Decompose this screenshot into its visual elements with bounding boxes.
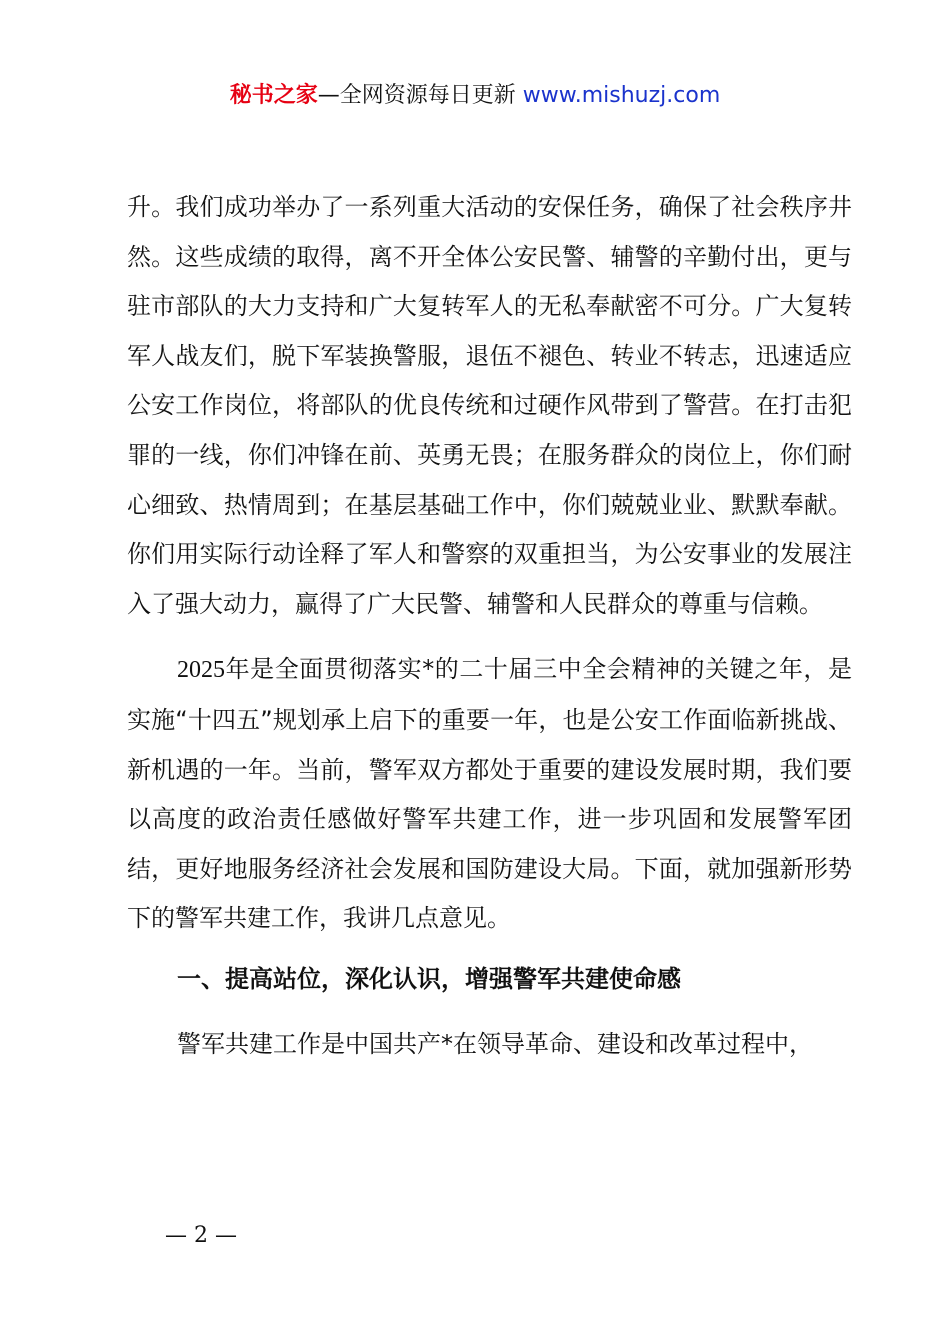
paragraph-2-year: 2025: [177, 657, 225, 684]
site-url-link[interactable]: www.mishuzj.com: [522, 83, 721, 108]
page-number: — 2 —: [165, 1223, 237, 1248]
site-banner: [0, 80, 950, 112]
section-heading: 一、提高站位，深化认识，增强警军共建使命感: [177, 964, 681, 993]
document-body: [127, 183, 852, 1069]
site-brand-name: 秘书之家: [229, 83, 318, 108]
body-paragraph-2: [127, 645, 852, 944]
paragraph-2-text: 年是全面贯彻落实*的二十届三中全会精神的关键之年，是实施“十四五”规划承上启下的重要一年，也是公安工作面临新挑战、新机遇的一年。当前，警军双方都处于重要的建设发展时期，我们要以高度的政治责任感做好警军共建工作，进一步巩固和发展警军团结，更好地服务经济社会发展和国防建设大局。下面，就加强新形势下的警军共建工作，我讲几点意见。: [127, 655, 852, 933]
body-paragraph-1: 升。我们成功举办了一系列重大活动的安保任务，确保了社会秩序井然。这些成绩的取得，离不开全体公安民警、辅警的辛勤付出，更与驻市部队的大力支持和广大复转军人的无私奉献密不可分。广大复转军人战友们，脱下军装换警服，退伍不褪色、转业不转志，迅速适应公安工作岗位，将部队的优良传统和过硬作风带到了警营。在打击犯罪的一线，你们冲锋在前、英勇无畏；在服务群众的岗位上，你们耐心细致、热情周到；在基层基础工作中，你们兢兢业业、默默奉献。你们用实际行动诠释了军人和警察的双重担当，为公安事业的发展注入了强大动力，赢得了广大民警、辅警和人民群众的尊重与信赖。: [127, 193, 852, 618]
site-tagline: —全网资源每日更新: [317, 83, 516, 108]
body-paragraph-3: 警军共建工作是中国共产*在领导革命、建设和改革过程中，: [177, 1029, 813, 1058]
